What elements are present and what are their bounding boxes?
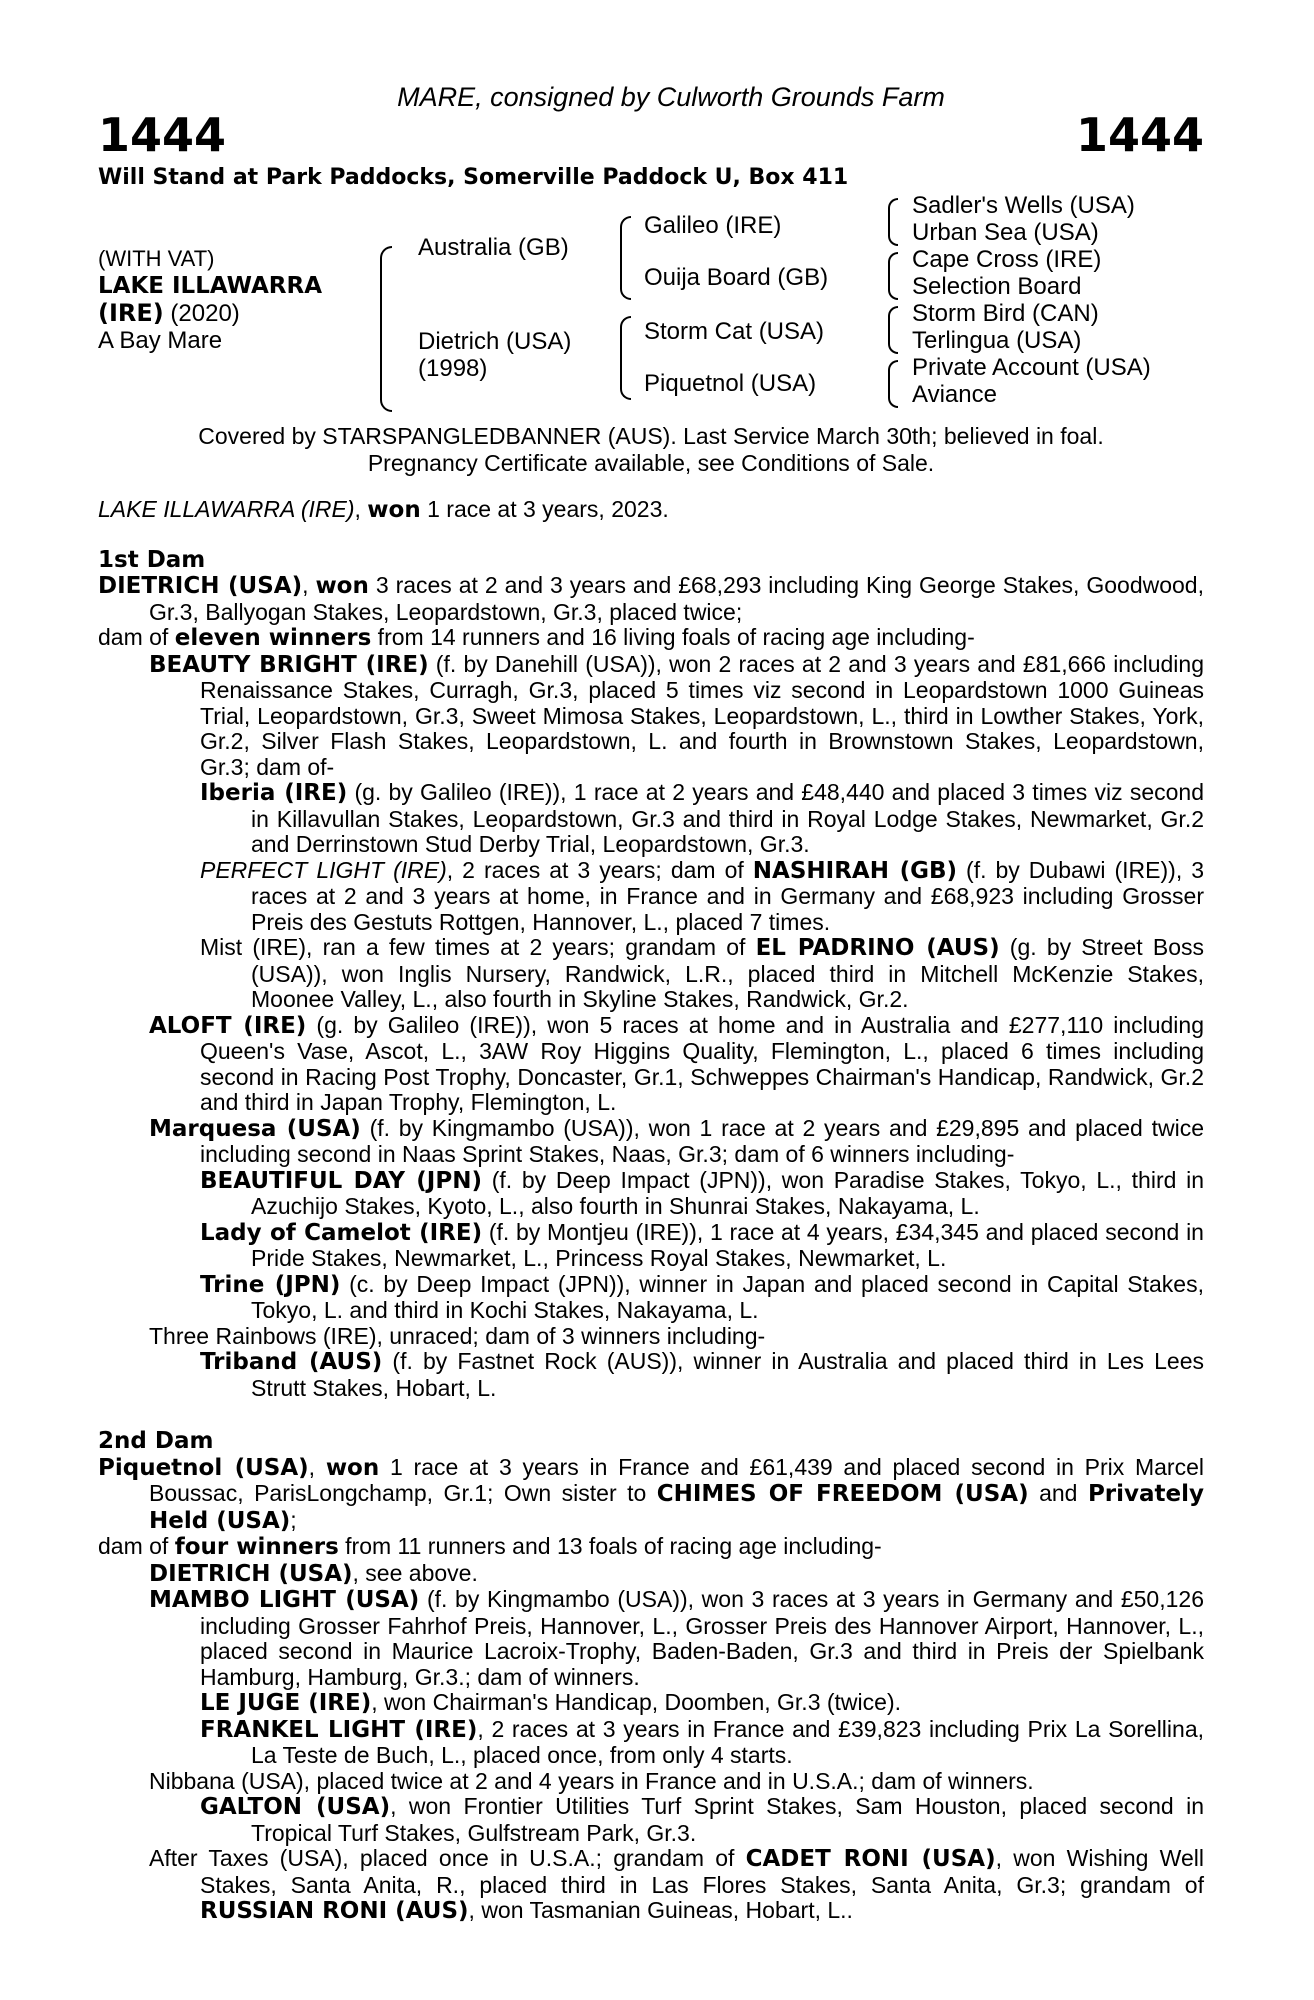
second-dam-and: and (1028, 1480, 1088, 1506)
brace-generation-1 (380, 246, 392, 412)
entry-text: , won Frontier Utilities Turf Sprint Stakes, Sam Houston, placed second in Tropical Turf Stakes, Gulfstream Park, Gr.3. (251, 1793, 1205, 1846)
first-dam-entry (98, 1168, 1204, 1220)
second-dam-produce-rest: from 11 runners and 13 foals of racing age including- (338, 1533, 882, 1559)
first-dam-produce-rest: from 14 runners and 16 living foals of racing age including- (371, 624, 975, 650)
entry-text: (f. by Dubawi (IRE)), 3 races at 2 and 3 years at home, in France and in Germany and £68,923 including Grosser Preis des Gestuts Rottgen, Hannover, L., placed 7 times. (251, 856, 1205, 935)
entry-horse-name: FRANKEL LIGHT (IRE) (200, 1716, 478, 1743)
sire-sire: Galileo (IRE) (644, 212, 782, 239)
entry-text: , won Chairman's Handicap, Doomben, Gr.3 (twice). (371, 1689, 901, 1715)
lot-number-right: 1444 (1075, 108, 1204, 162)
dam-sire: Storm Cat (USA) (644, 318, 825, 345)
second-dam-won: won (325, 1454, 380, 1481)
entry-text: , see above. (352, 1559, 478, 1586)
entry-horse-name: BEAUTY BRIGHT (IRE) (149, 651, 429, 678)
entry-horse-name: GALTON (USA) (200, 1794, 391, 1820)
entry-text: (g. by Street Boss (USA)), won Inglis Nursery, Randwick, L.R., placed third in Mitchell McKenzie Stakes, Moonee Valley, L., also fourth in Skyline Stakes, Randwick, Gr.2. (251, 934, 1204, 1012)
ped-dds: Private Account (USA) (912, 354, 1151, 381)
first-dam-entry (98, 1324, 1204, 1350)
dam-dam: Piquetnol (USA) (644, 370, 817, 397)
first-dam-entries (98, 652, 1204, 1402)
covered-line-1: Covered by STARSPANGLEDBANNER (AUS). Last Service March 30th; believed in foal. (198, 423, 1104, 449)
ped-ssd: Urban Sea (USA) (912, 219, 1099, 246)
second-dam-rest: 1 race at 3 years in France and £61,439 and placed second in Prix Marcel Boussac, ParisLongchamp, Gr.1; Own sister to (149, 1453, 1204, 1506)
second-dam-sibling-2: Privately Held (USA) (149, 1481, 1205, 1534)
first-dam-entry (98, 1013, 1204, 1116)
entry-text: (f. by Danehill (USA)), won 2 races at 2 and 3 years and £81,666 including Renaissance Stakes, Curragh, Gr.3, placed 5 times viz second in Leopardstown 1000 Guineas Trial, Leopardstown, Gr.3, Sweet Mimosa Stakes, Leopardstown, L., third in Lowther Stakes, York, Gr.2, Silver Flash Stakes, Leopardstown, L. and fourth in Brownstown Stakes, Leopardstown, Gr.3; dam of- (200, 650, 1204, 780)
first-dam-heading: 1st Dam (98, 546, 206, 573)
first-dam-won: won (315, 573, 369, 599)
ped-dss: Storm Bird (CAN) (912, 300, 1099, 327)
entry-horse-name: CADET RONI (USA) (745, 1846, 996, 1872)
intro-horse: LAKE ILLAWARRA (IRE) (98, 496, 355, 522)
second-dam-entry (98, 1846, 1204, 1925)
entry-text: (f. by Deep Impact (JPN)), won Paradise Stakes, Tokyo, L., third in Azuchijo Stakes, Kyoto, L., also fourth in Shunrai Stakes, Nakayama, L. (251, 1166, 1205, 1219)
entry-horse-name: BEAUTIFUL DAY (JPN) (200, 1167, 482, 1194)
second-dam-entry (98, 1690, 1204, 1717)
entry-horse-name: Marquesa (USA) (149, 1115, 361, 1142)
second-dam-record: Piquetnol (USA), won 1 race at 3 years in France and £61,439 and placed second in Prix Marcel Boussac, ParisLongchamp, Gr.1; Own sister to CHIMES OF FREEDOM (USA) and Privately Held (USA); (98, 1453, 1205, 1534)
brace-dd (888, 360, 898, 408)
entry-text: (g. by Galileo (IRE)), 1 race at 2 years and £48,440 and placed 3 times viz second in Killavullan Stakes, Leopardstown, Gr.3 and third in Royal Lodge Stakes, Newmarket, Gr.2 and Derrinstown Stud Derby Trial, Leopardstown, Gr.3. (251, 779, 1204, 857)
first-dam-entry (98, 652, 1204, 781)
entry-text: , 2 races at 3 years; dam of (446, 856, 753, 883)
second-dam-entry (98, 1769, 1204, 1795)
entry-horse-name: Lady of Camelot (IRE) (200, 1219, 483, 1246)
first-dam-entry (98, 780, 1204, 858)
first-dam-entry (98, 1220, 1204, 1272)
intro-line: LAKE ILLAWARRA (IRE), won 1 race at 3 years, 2023. (98, 496, 669, 523)
entry-text: After Taxes (USA), placed once in U.S.A.; grandam of (149, 1845, 746, 1871)
entry-horse-name: DIETRICH (USA) (149, 1560, 353, 1587)
first-dam-winners: eleven winners (174, 625, 372, 651)
first-dam-rest: 3 races at 2 and 3 years and £68,293 including King George Stakes, Goodwood, Gr.3, Ballyogan Stakes, Leopardstown, Gr.3, placed twice; (149, 572, 1204, 625)
entry-text: , won Wishing Well Stakes, Santa Anita, R., placed third in Las Flores Stakes, Santa Anita, Gr.3; grandam of (200, 1845, 1204, 1898)
entry-text: , 2 races at 3 years in France and £39,823 including Prix La Sorellina, La Teste de Buch, L., placed once, from only 4 starts. (251, 1715, 1204, 1768)
catalogue-body (98, 497, 1204, 1925)
entry-horse-name: EL PADRINO (AUS) (755, 935, 1000, 961)
horse-description: A Bay Mare (98, 327, 223, 354)
horse-year: (2020) (163, 300, 240, 327)
entry-text: , won Tasmanian Guineas, Hobart, L.. (468, 1897, 853, 1923)
second-dam-entry (98, 1587, 1204, 1690)
second-dam-entry (98, 1717, 1204, 1769)
catalogue-page (98, 82, 1204, 1925)
first-dam-produce (98, 625, 1204, 652)
first-dam-entry (98, 1349, 1204, 1401)
first-dam-entry (98, 1116, 1204, 1168)
sire: Australia (GB) (418, 234, 569, 261)
covered-line-2: Pregnancy Certificate available, see Conditions of Sale. (367, 450, 935, 476)
first-dam-entry (98, 935, 1204, 1013)
entry-horse-name: Iberia (IRE) (200, 780, 348, 806)
intro-rest: 1 race at 3 years, 2023. (420, 496, 669, 522)
entry-horse-name: Trine (JPN) (200, 1271, 341, 1298)
sire-dam: Ouija Board (GB) (644, 264, 829, 291)
first-dam-entry (98, 858, 1204, 936)
second-dam-sibling-1: CHIMES OF FREEDOM (USA) (656, 1481, 1029, 1507)
brace-sire (620, 216, 631, 300)
first-dam-of: dam of (98, 624, 175, 650)
intro-won: won (367, 497, 421, 523)
second-dam-heading: 2nd Dam (98, 1428, 214, 1454)
entry-text: (f. by Kingmambo (USA)), won 1 race at 2 years and £29,895 and placed twice including second in Naas Sprint Stakes, Naas, Gr.3; dam of 6 winners including- (200, 1114, 1204, 1167)
second-dam-entries (98, 1561, 1204, 1925)
second-dam-name: Piquetnol (USA) (98, 1454, 309, 1481)
entry-text: (g. by Galileo (IRE)), won 5 races at home and in Australia and £277,110 including Queen's Vase, Ascot, L., 3AW Roy Higgins Quality, Flemington, L., placed 6 times including second in Racing Post Trophy, Doncaster, Gr.1, Schweppes Chairman's Handicap, Randwick, Gr.2 and third in Japan Trophy, Flemington, L. (200, 1011, 1204, 1115)
ped-ddd: Aviance (912, 381, 997, 408)
ped-sss: Sadler's Wells (USA) (912, 192, 1135, 219)
ped-dsd: Terlingua (USA) (912, 327, 1082, 354)
dam: Dietrich (USA) (418, 328, 572, 355)
entry-horse-name: LE JUGE (IRE) (200, 1690, 372, 1716)
entry-text: Mist (IRE), ran a few times at 2 years; grandam of (200, 934, 756, 960)
brace-ss (888, 198, 898, 246)
entry-text: Three Rainbows (IRE), unraced; dam of 3 winners including- (149, 1322, 766, 1349)
second-dam-of: dam of (98, 1533, 175, 1559)
entry-horse-name: ALOFT (IRE) (149, 1012, 307, 1039)
brace-ds (888, 306, 898, 354)
covered-note (98, 423, 1204, 477)
horse-country: (IRE) (98, 299, 164, 327)
horse-name-line2 (98, 300, 240, 327)
brace-dam (620, 316, 631, 400)
dam-year: (1998) (418, 355, 488, 382)
entry-text: Nibbana (USA), placed twice at 2 and 4 years in France and in U.S.A.; dam of winners. (149, 1767, 1034, 1794)
entry-text: (c. by Deep Impact (JPN)), winner in Japan and placed second in Capital Stakes, Tokyo, L. and third in Kochi Stakes, Nakayama, L. (251, 1270, 1204, 1323)
entry-text: (f. by Kingmambo (USA)), won 3 races at 3 years in Germany and £50,126 including Grosser Fahrhof Preis, Hannover, L., Grosser Preis des Hannover Airport, Hannover, L., placed second in Maurice Lacroix-Trophy, Baden-Baden, Gr.3 and third in Preis der Spielbank Hamburg, Hamburg, Gr.3.; dam of winners. (200, 1586, 1204, 1690)
first-dam-entry (98, 1272, 1204, 1324)
entry-horse-name: Triband (AUS) (200, 1349, 383, 1375)
brace-sd (888, 252, 898, 300)
pedigree-table (98, 192, 1204, 417)
lot-row (98, 110, 1204, 160)
second-dam-end: ; (290, 1506, 297, 1533)
first-dam-record: DIETRICH (USA), won 3 races at 2 and 3 years and £68,293 including King George Stakes, Goodwood, Gr.3, Ballyogan Stakes, Leopardstown, Gr.3, placed twice; (98, 572, 1204, 625)
entry-horse-name: NASHIRAH (GB) (752, 857, 958, 884)
vat-label: (WITH VAT) (98, 246, 215, 271)
entry-text: (f. by Fastnet Rock (AUS)), winner in Australia and placed third in Les Lees Strutt Stakes, Hobart, L. (251, 1348, 1204, 1401)
first-dam-name: DIETRICH (USA) (98, 573, 303, 599)
second-dam-winners: four winners (174, 1534, 339, 1560)
entry-text: (f. by Montjeu (IRE)), 1 race at 4 years, £34,345 and placed second in Pride Stakes, Newmarket, L., Princess Royal Stakes, Newmarket, L. (251, 1218, 1204, 1271)
second-dam-entry (98, 1794, 1204, 1846)
entry-horse-name: MAMBO LIGHT (USA) (149, 1587, 420, 1613)
entry-horse-name: RUSSIAN RONI (AUS) (200, 1898, 469, 1924)
ped-sds: Cape Cross (IRE) (912, 246, 1102, 273)
second-dam-entry (98, 1561, 1204, 1588)
consignor-line: MARE, consigned by Culworth Grounds Farm (397, 82, 945, 112)
second-dam-produce (98, 1534, 1204, 1561)
stand-location: Will Stand at Park Paddocks, Somerville Paddock U, Box 411 (98, 165, 849, 190)
horse-name: LAKE ILLAWARRA (98, 273, 322, 299)
entry-horse-name: PERFECT LIGHT (IRE) (200, 856, 447, 883)
lot-number-left: 1444 (98, 108, 227, 162)
ped-sdd: Selection Board (912, 273, 1082, 300)
